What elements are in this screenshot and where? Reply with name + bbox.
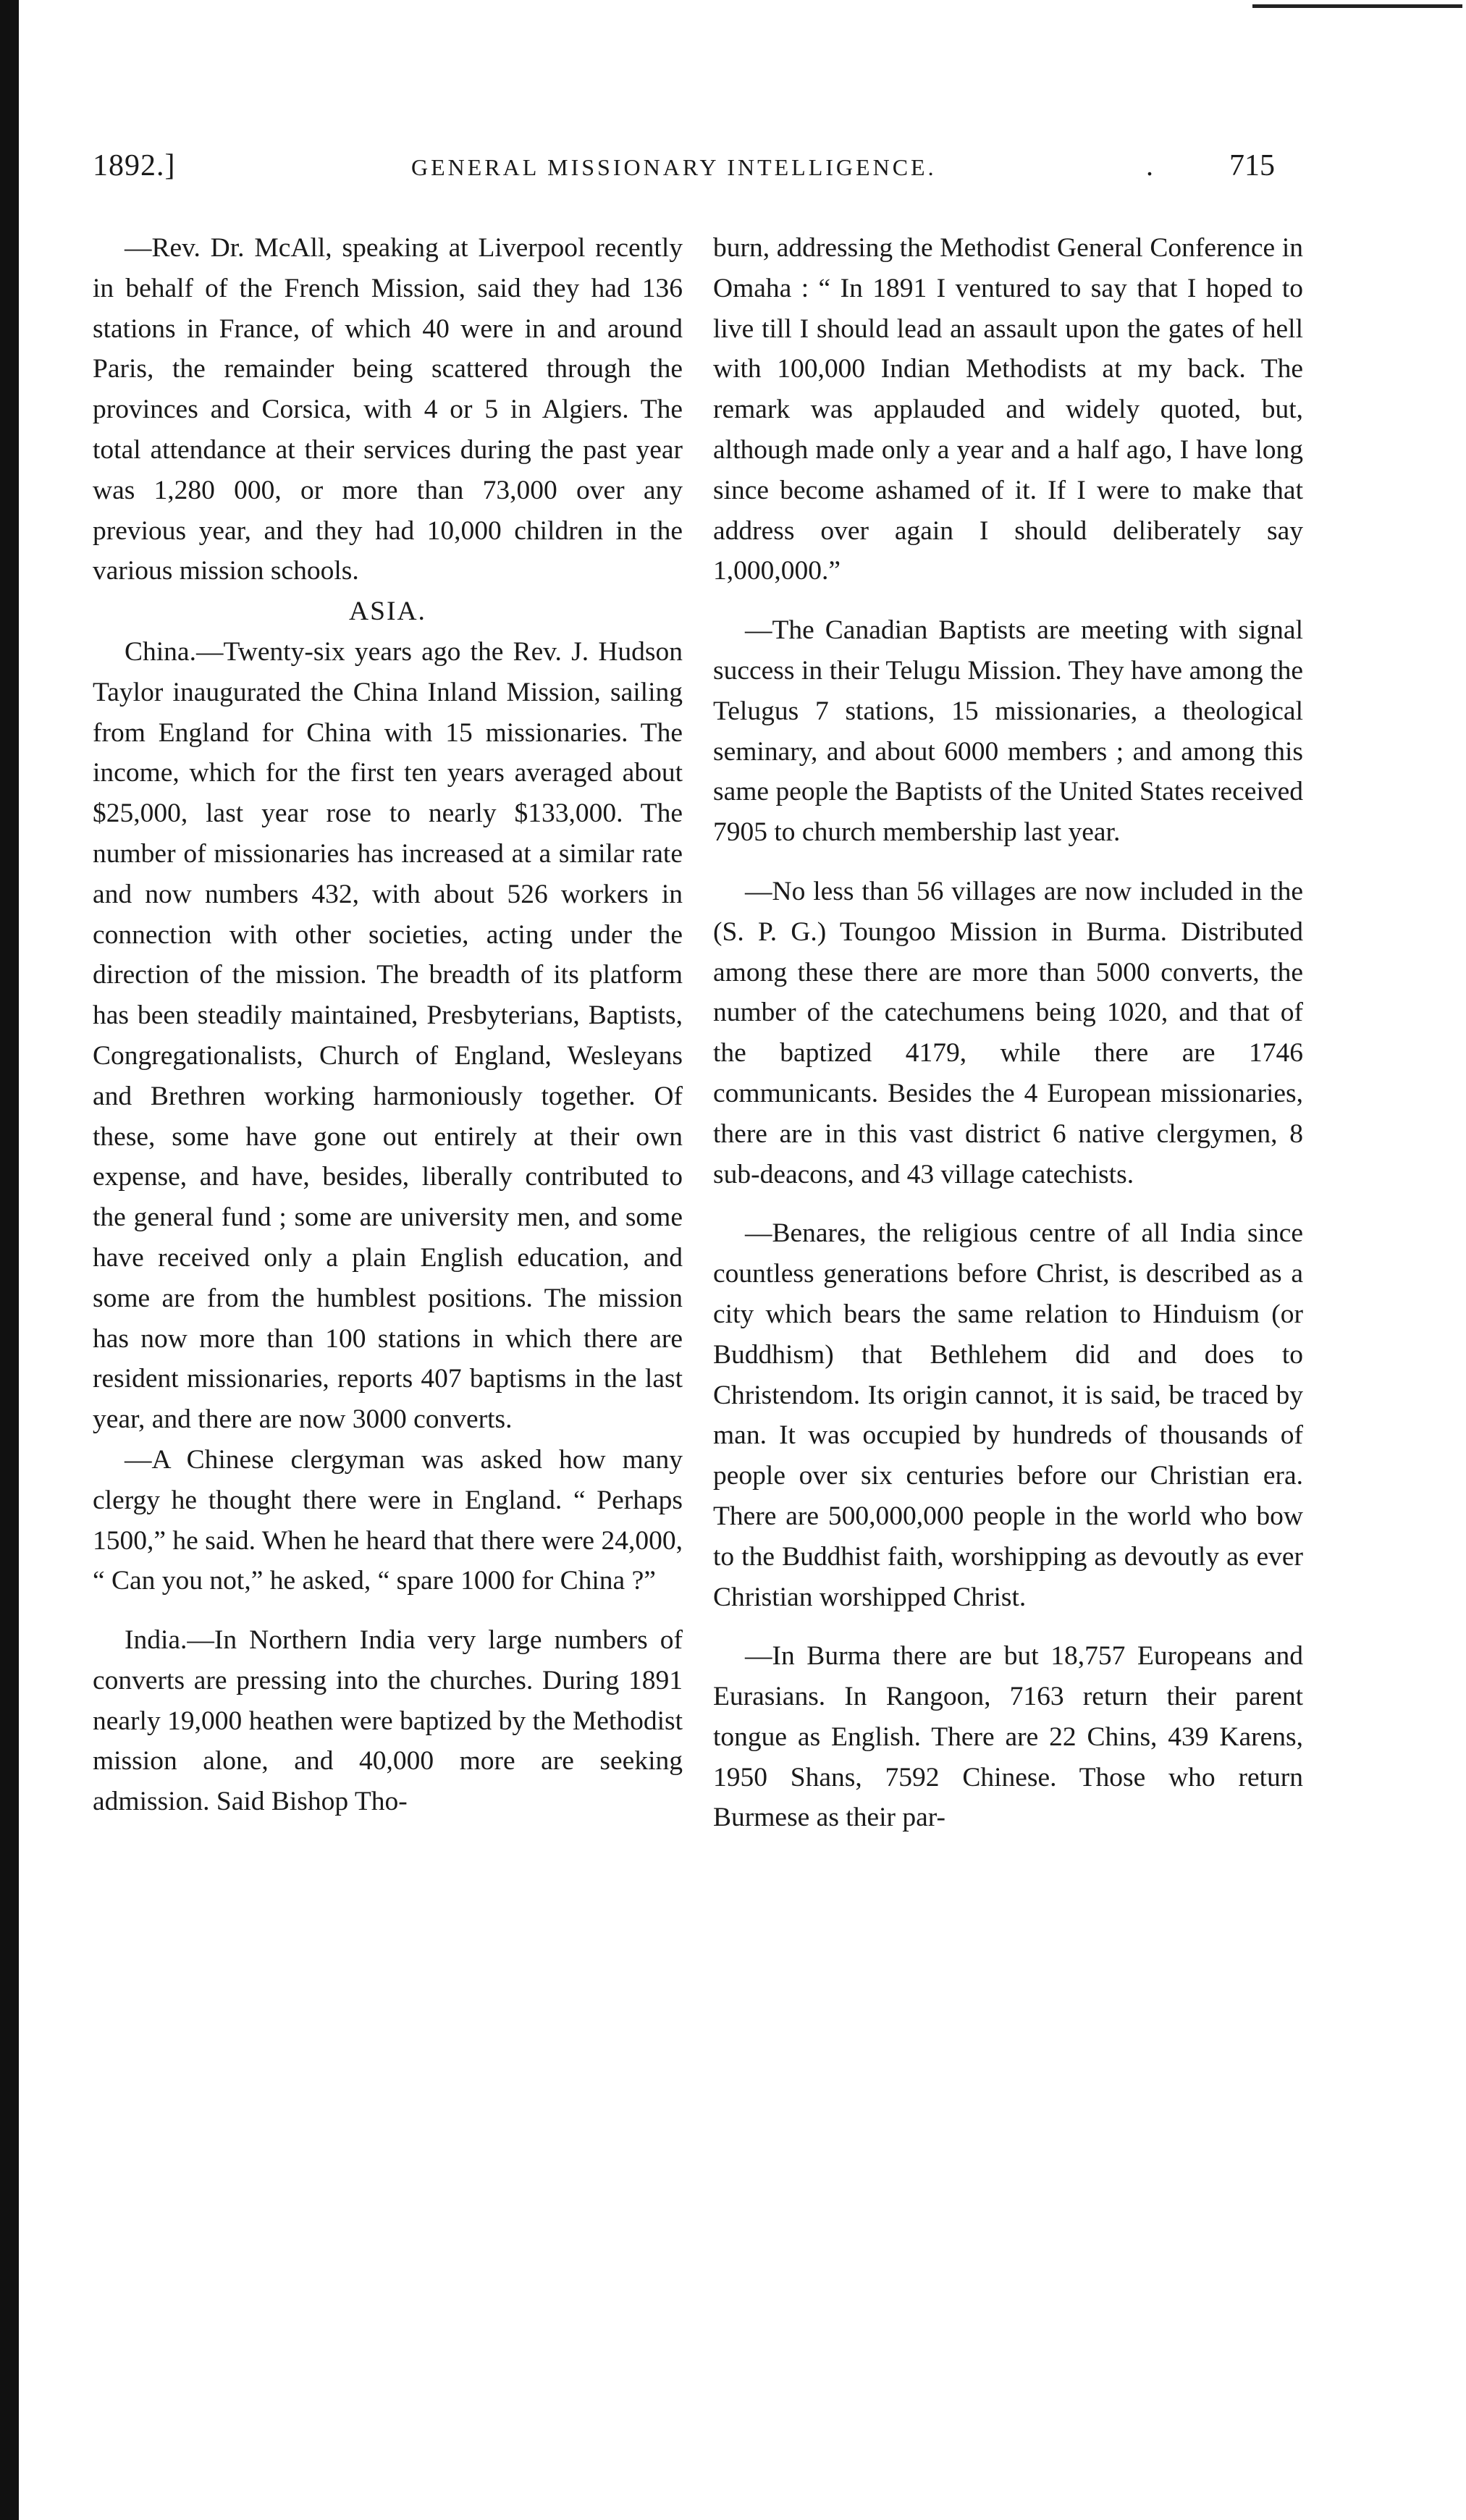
header-dot: . bbox=[1146, 149, 1153, 182]
scan-edge-shadow bbox=[0, 0, 19, 2520]
header-title: GENERAL MISSIONARY INTELLIGENCE. bbox=[411, 154, 937, 180]
paragraph-canadian-baptists: —The Canadian Baptists are meeting with signal success in their Telugu Mission. They have among the Telugus 7 stations, 15 missionaries, a theological seminary, and about 6000 members ; and among this same people the Baptists of the United States received 7905 to church membership last year. bbox=[713, 615, 1303, 848]
paragraph-bishop-thoburn: burn, addressing the Methodist General Conference in Omaha : “ In 1891 I ventured to say that I hoped to live till I should lead an assault upon the gates of hell with 100,000 Indian Methodists at my back. The remark was applauded and widely quoted, but, although made only a year and a half ago, I have long since become ashamed of it. If I were to make that address over again I should deliberately say 1,000,000.” bbox=[713, 233, 1303, 586]
paragraph-toungoo-mission: —No less than 56 villages are now included in the (S. P. G.) Toungoo Mission in Burma. Distributed among these there are more than 5000 converts, the number of the catechumens being 1020, and that of the baptized 4179, while there are 1746 communicants. Besides the 4 European missionaries, there are in this vast district 6 native clergymen, 8 sub-deacons, and 43 village catechists. bbox=[713, 876, 1303, 1189]
left-column bbox=[93, 228, 683, 1822]
section-heading-asia: ASIA. bbox=[349, 597, 426, 627]
paragraph-benares: —Benares, the religious centre of all India since countless generations before Christ, is described as a city which bears the same relation to Hinduism (or Buddhism) that Bethlehem did and does to Christendom. Its origin cannot, it is said, be traced by man. It was occupied by hundreds of thousands of people over six centuries before our Christian era. There are 500,000,000 people in the world who bow to the Buddhist faith, worshipping as devoutly as ever Christian worshipped Christ. bbox=[713, 1218, 1303, 1612]
paragraph-chinese-clergyman: —A Chinese clergyman was asked how many clergy he thought there were in England. “ Perhaps 1500,” he said. When he heard that there were 24,000, “ Can you not,” he asked, “ spare 1000 for China ?” bbox=[93, 1444, 683, 1596]
paragraph-burma-census: —In Burma there are but 18,757 Europeans and Eurasians. In Rangoon, 7163 return their parent tongue as English. There are 22 Chins, 439 Karens, 1950 Shans, 7592 Chinese. Those who return Burmese as their par- bbox=[713, 1641, 1303, 1833]
paragraph-china-inland-mission: China.—Twenty-six years ago the Rev. J. Hudson Taylor inaugurated the China Inland Mission, sailing from England for China with 15 missionaries. The income, which for the first ten years averaged about $25,000, last year rose to nearly $133,000. The number of missionaries has increased at a similar rate and now numbers 432, with about 526 workers in connection with other societies, acting under the direction of the mission. The breadth of its platform has been steadily maintained, Presbyterians, Baptists, Congregationalists, Church of England, Wesleyans and Brethren working harmoniously together. Of these, some have gone out entirely at their own expense, and have, besides, liberally contributed to the general fund ; some are university men, and some have received only a plain English education, and some are from the humblest positions. The mission has now more than 100 stations in which there are resident missionaries, reports 407 baptisms in the last year, and there are now 3000 converts. bbox=[93, 636, 683, 1435]
paragraph-french-mission: —Rev. Dr. McAll, speaking at Liverpool recently in behalf of the French Mission, said they had 136 stations in France, of which 40 were in and around Paris, the remainder being scattered through the provinces and Corsica, with 4 or 5 in Algiers. The total attendance at their services during the past year was 1,280 000, or more than 73,000 over any previous year, and they had 10,000 children in the various mission schools. bbox=[93, 233, 683, 586]
right-column bbox=[713, 228, 1303, 1838]
scan-top-rule bbox=[1252, 4, 1462, 8]
paragraph-india: India.—In Northern India very large numbers of converts are pressing into the churches. During 1891 nearly 19,000 heathen were baptized by the Methodist mission alone, and 40,000 more are seeking admission. Said Bishop Tho- bbox=[93, 1625, 683, 1817]
header-year: 1892.] bbox=[93, 149, 176, 182]
running-head bbox=[93, 148, 1294, 192]
page-number: 715 bbox=[1229, 149, 1275, 182]
